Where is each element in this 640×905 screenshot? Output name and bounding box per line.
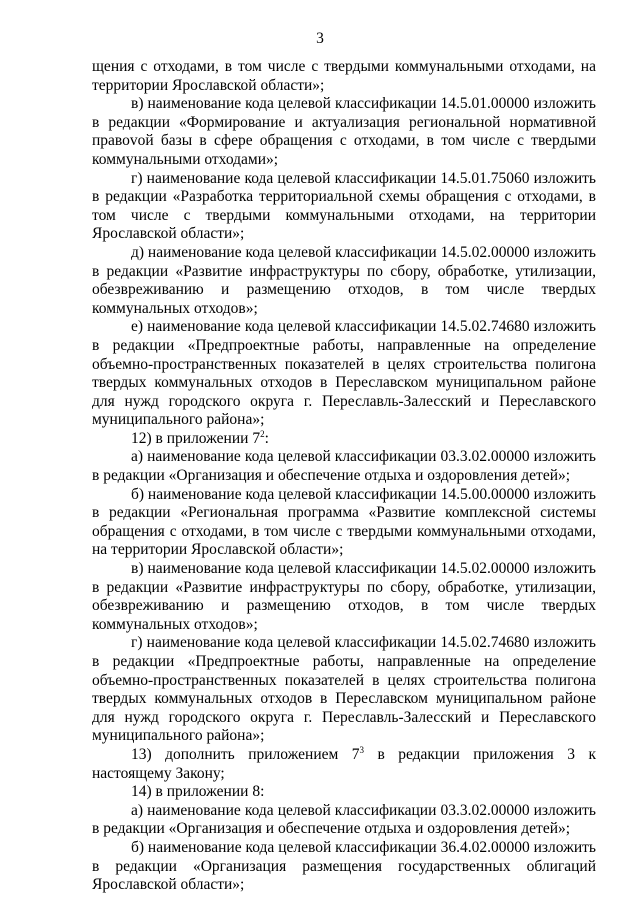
paragraph-item-a: а) наименование кода целевой классификации 03.3.02.00000 изложить в редакции «Организация и обеспечение отдыха и оздоровления детей»; <box>92 448 596 485</box>
paragraph-continuation: щения с отходами, в том числе с твердыми коммунальными отходами, на территории Ярославской области»; <box>92 58 596 94</box>
point-12-text: 12) в приложении 7 <box>131 429 261 447</box>
point-13-text: 13) дополнить приложением 7 <box>131 745 360 763</box>
paragraph-point-13 <box>92 746 596 783</box>
paragraph-item-e: е) наименование кода целевой классификации 14.5.02.74680 изложить в редакции «Предпроектные работы, направленные на определение объемно-пространственных показателей в целях строительства полигона твердых коммунальных отходов в Переславском муниципальном районе для нужд городского округа г. Переславль-Залесский и Переславского муниципального района»; <box>92 318 596 429</box>
paragraph-item-v: в) наименование кода целевой классификации 14.5.01.00000 изложить в редакции «Формирование и актуализация региональной нормативной правоvой базы в сфере обращения с отходами, в том числе с твердыми коммунальными отходами»; <box>92 95 596 168</box>
point-12-superscript: 2 <box>260 428 265 439</box>
paragraph-item-d: д) наименование кода целевой классификации 14.5.02.00000 изложить в редакции «Развитие инфраструктуры по сбору, обработке, утилизации, обезвреживанию и размещению отходов, в том числе твердых коммунальных отходов»; <box>92 243 596 317</box>
point-12-colon: : <box>264 429 269 447</box>
paragraph-item-a: а) наименование кода целевой классификации 03.3.02.00000 изложить в редакции «Организация и обеспечение отдыха и оздоровления детей»; <box>92 801 596 838</box>
document-body <box>92 58 596 895</box>
paragraph-item-g: г) наименование кода целевой классификации 14.5.01.75060 изложить в редакции «Разработка территориальной схемы обращения с отходами, в том числе с твердыми коммунальными отходами, на территории Ярославской области»; <box>92 169 596 243</box>
point-13-rest: в редакции приложения 3 к настоящему Закону; <box>92 745 596 782</box>
point-13-superscript: 3 <box>359 744 364 755</box>
paragraph-point-14: 14) в приложении 8: <box>131 783 265 801</box>
paragraph-item-v: в) наименование кода целевой классификации 14.5.02.00000 изложить в редакции «Развитие инфраструктуры по сбору, обработке, утилизации, обезвреживанию и размещению отходов, в том числе твердых коммунальных отходов»; <box>92 560 596 633</box>
paragraph-point-12 <box>92 430 596 449</box>
page-number: 3 <box>316 30 324 47</box>
paragraph-item-g: г) наименование кода целевой классификации 14.5.02.74680 изложить в редакции «Предпроектные работы, направленные на определение объемно-пространственных показателей в целях строительства полигона твердых коммунальных отходов в Переславском муниципальном районе для нужд городского округа г. Переславль-Залесский и Переславского муниципального района»; <box>92 634 596 745</box>
paragraph-item-b: б) наименование кода целевой классификации 14.5.00.00000 изложить в редакции «Региональная программа «Развитие комплексной системы обращения с отходами, в том числе с твердыми коммунальными отходами, на территории Ярославской области»; <box>92 485 596 559</box>
paragraph-item-b: б) наименование кода целевой классификации 36.4.02.00000 изложить в редакции «Организация размещения государственных облигаций Ярославской области»; <box>92 838 596 894</box>
